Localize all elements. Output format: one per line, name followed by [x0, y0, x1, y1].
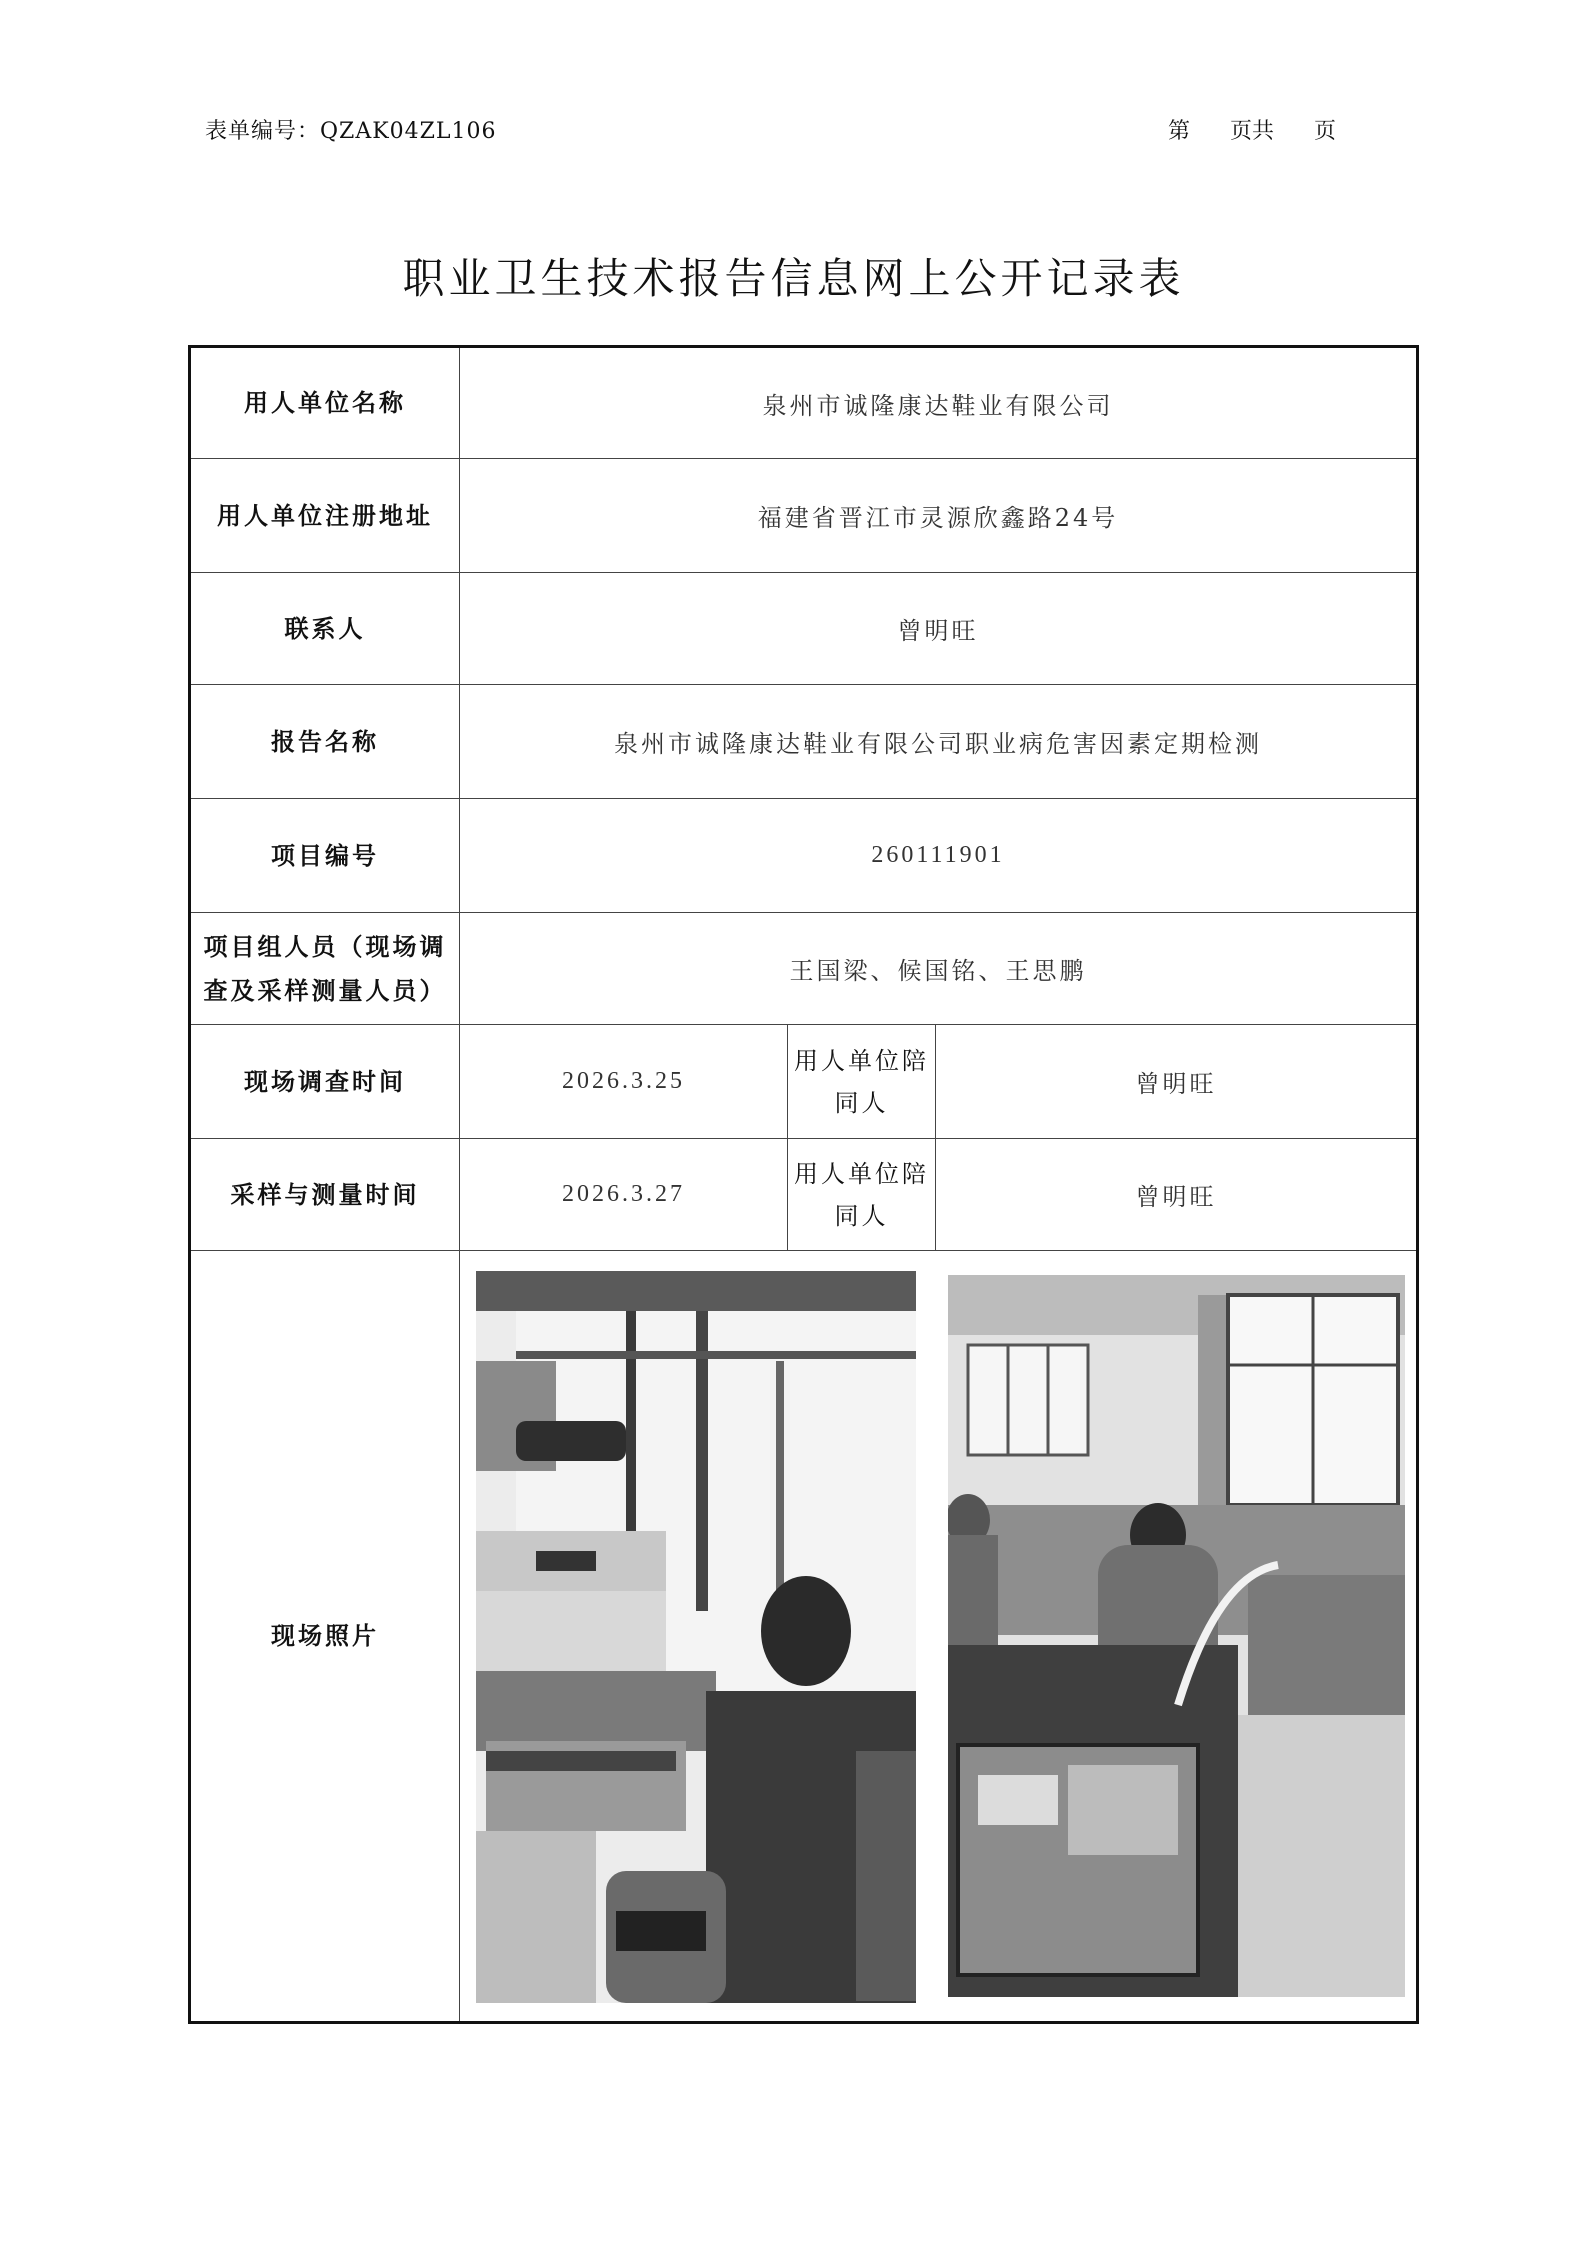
sampling-escort: 曾明旺 — [936, 1139, 1418, 1251]
contact-label: 联系人 — [190, 573, 460, 685]
row-sampling — [190, 1139, 1418, 1251]
survey-escort: 曾明旺 — [936, 1025, 1418, 1139]
project-no-value: 260111901 — [460, 799, 1418, 913]
team-label: 项目组人员（现场调查及采样测量人员） — [190, 913, 460, 1025]
project-no-label: 项目编号 — [190, 799, 460, 913]
team-value: 王国梁、候国铭、王思鹏 — [460, 913, 1418, 1025]
row-contact — [190, 573, 1418, 685]
employer-address-value: 福建省晋江市灵源欣鑫路24号 — [460, 459, 1418, 573]
document-title: 职业卫生技术报告信息网上公开记录表 — [402, 254, 1185, 303]
row-photos — [190, 1251, 1418, 2023]
site-photo-machine-icon — [476, 1271, 916, 2003]
page-info-part3: 页 — [1314, 119, 1337, 144]
row-team — [190, 913, 1418, 1025]
row-survey — [190, 1025, 1418, 1139]
row-employer-name — [190, 347, 1418, 459]
row-project-no — [190, 799, 1418, 913]
sampling-date: 2026.3.27 — [460, 1139, 788, 1251]
record-table — [188, 345, 1419, 2024]
survey-escort-label: 用人单位陪同人 — [788, 1025, 936, 1139]
sampling-escort-label: 用人单位陪同人 — [788, 1139, 936, 1251]
form-number: 表单编号：QZAK04ZL106 — [205, 119, 497, 144]
site-photo-workshop-icon — [948, 1275, 1405, 1997]
contact-value: 曾明旺 — [460, 573, 1418, 685]
row-report-name — [190, 685, 1418, 799]
row-employer-address — [190, 459, 1418, 573]
photos-cell — [460, 1251, 1418, 2023]
survey-time-label: 现场调查时间 — [190, 1025, 460, 1139]
employer-name-value: 泉州市诚隆康达鞋业有限公司 — [460, 347, 1418, 459]
survey-date: 2026.3.25 — [460, 1025, 788, 1139]
page-info — [1168, 114, 1336, 145]
report-name-value: 泉州市诚隆康达鞋业有限公司职业病危害因素定期检测 — [460, 685, 1418, 799]
photos-label: 现场照片 — [190, 1251, 460, 2023]
employer-name-label: 用人单位名称 — [190, 347, 460, 459]
page-info-part2: 页共 — [1230, 119, 1275, 144]
page-info-part1: 第 — [1168, 119, 1191, 144]
employer-address-label: 用人单位注册地址 — [190, 459, 460, 573]
sampling-time-label: 采样与测量时间 — [190, 1139, 460, 1251]
report-name-label: 报告名称 — [190, 685, 460, 799]
